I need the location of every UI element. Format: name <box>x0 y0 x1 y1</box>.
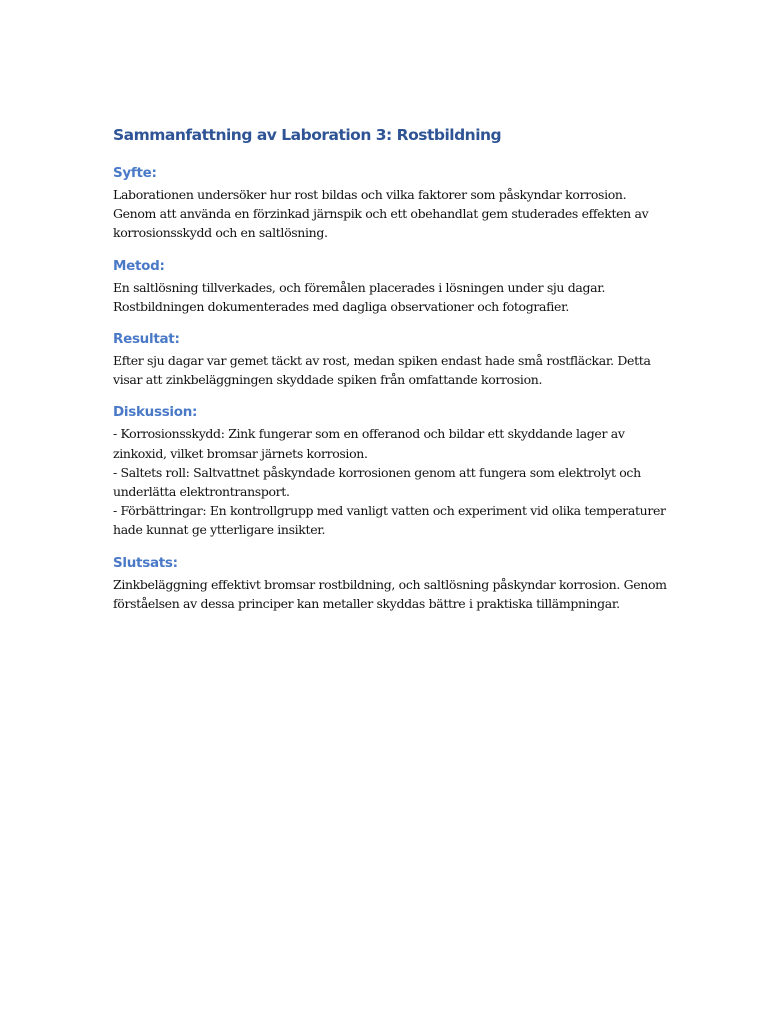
text-line: Laborationen undersöker hur rost bildas och vilka faktorer som påskyndar korrosion. <box>113 187 627 202</box>
section-metod <box>113 256 673 316</box>
section-body <box>113 424 673 539</box>
document-title: Sammanfattning av Laboration 3: Rostbildning <box>113 126 502 144</box>
section-body <box>113 185 673 243</box>
text-line: - Saltets roll: Saltvattnet påskyndade korrosionen genom att fungera som elektrolyt och <box>113 464 641 480</box>
text-line: förståelsen av dessa principer kan metaller skyddas bättre i praktiska tillämpningar. <box>113 595 620 611</box>
section-heading: Resultat: <box>113 331 180 348</box>
text-line: underlätta elektrontransport. <box>113 484 290 500</box>
section-heading: Diskussion: <box>113 404 198 421</box>
text-line: Zinkbeläggning effektivt bromsar rostbildning, och saltlösning påskyndar korrosion. Genom <box>113 576 667 592</box>
text-line: Efter sju dagar var gemet täckt av rost, medan spiken endast hade små rostfläckar. Detta <box>113 353 651 369</box>
section-resultat <box>113 329 673 389</box>
text-line: Rostbildningen dokumenterades med dagliga observationer och fotografier. <box>113 298 569 314</box>
section-diskussion <box>113 402 673 539</box>
text-line: hade kunnat ge ytterligare insikter. <box>113 522 326 538</box>
text-line: - Korrosionsskydd: Zink fungerar som en offeranod och bildar ett skyddande lager av <box>113 426 625 442</box>
section-slutsats <box>113 553 673 613</box>
text-line: Genom att använda en förzinkad järnspik och ett obehandlat gem studerades effekten av <box>113 206 649 222</box>
section-body <box>113 278 673 316</box>
text-line: zinkoxid, vilket bromsar järnets korrosion. <box>113 445 368 461</box>
section-body <box>113 575 673 613</box>
section-heading: Slutsats: <box>113 554 178 571</box>
document-page <box>113 124 673 626</box>
section-body <box>113 351 673 389</box>
section-syfte <box>113 163 673 243</box>
text-line: En saltlösning tillverkades, och föremålen placerades i lösningen under sju dagar. <box>113 279 606 295</box>
section-heading: Syfte: <box>113 165 157 181</box>
text-line: visar att zinkbeläggningen skyddade spiken från omfattande korrosion. <box>113 372 543 388</box>
text-line: - Förbättringar: En kontrollgrupp med vanligt vatten och experiment vid olika temperaturer <box>113 503 666 519</box>
section-heading: Metod: <box>113 257 165 274</box>
text-line: korrosionsskydd och en saltlösning. <box>113 225 328 241</box>
